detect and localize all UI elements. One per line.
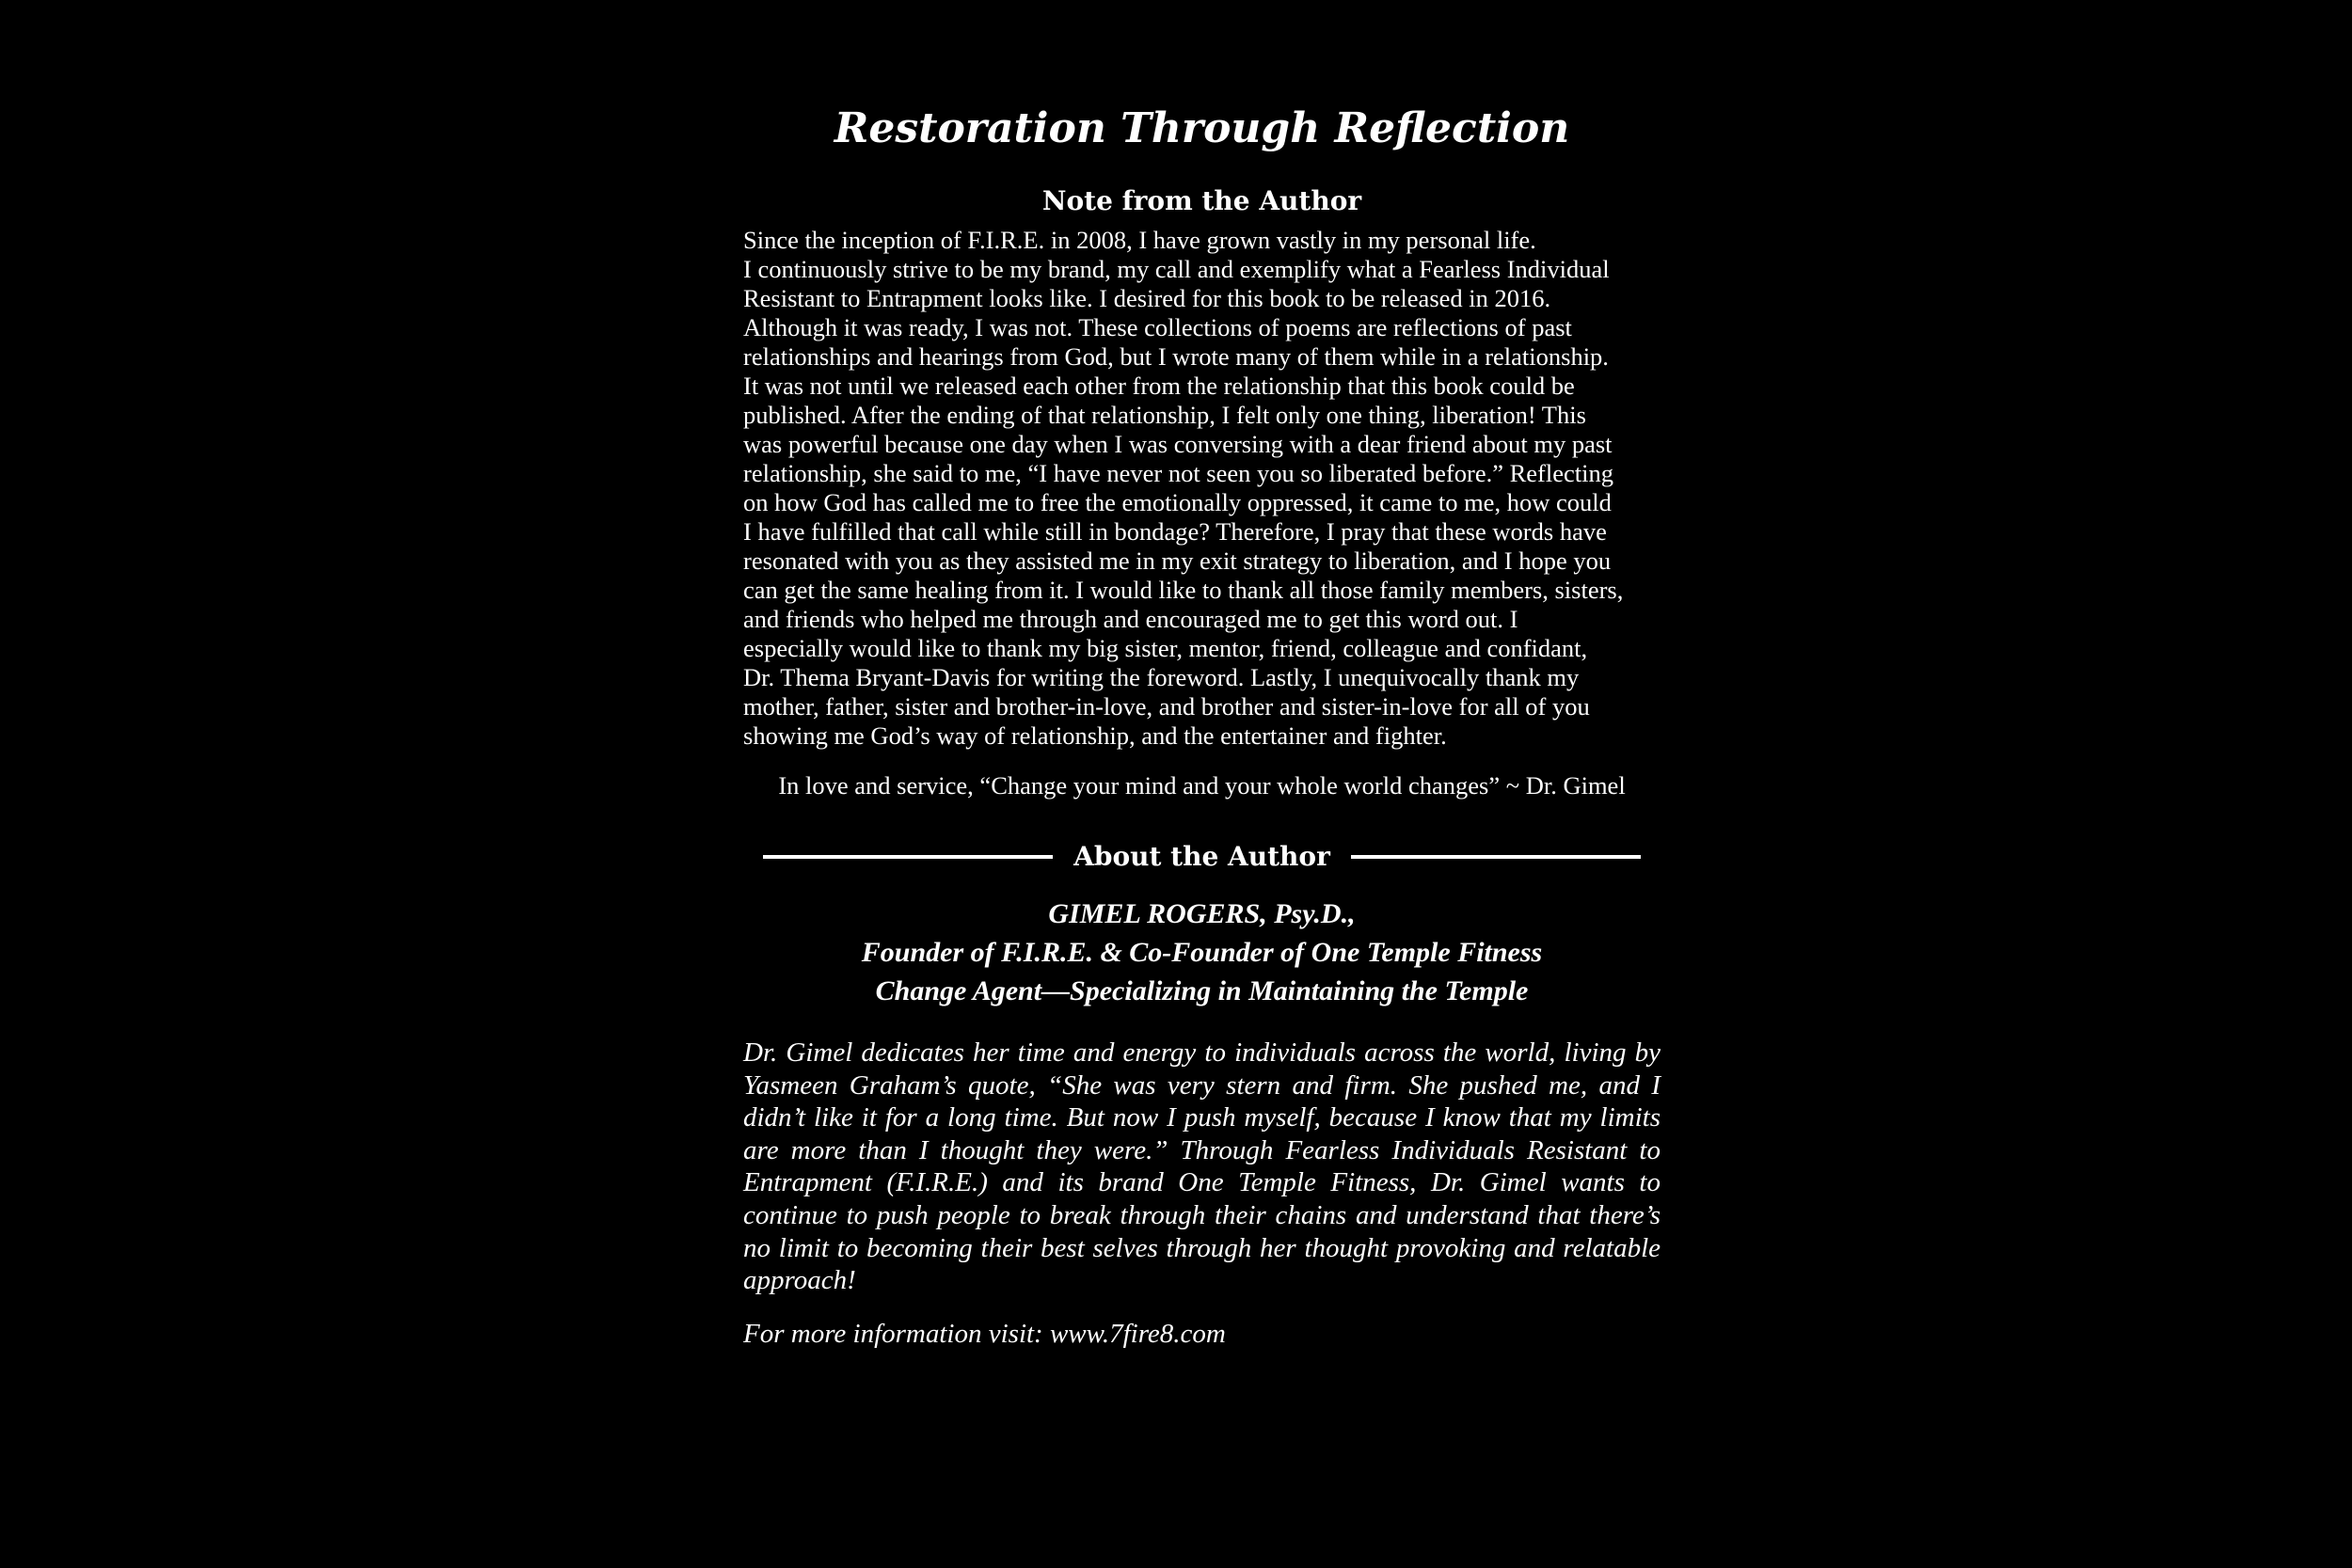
note-body: Since the inception of F.I.R.E. in 2008, I have grown vastly in my personal life. I continuously strive to be my brand, my call and exemplify what a Fearless Individual Resistant to Entrapment looks like. I desired for this book to be released in 2016. Although it was ready, I was not. These collections of poems are reflections of past relationships and hearings from God, but I wrote many of them while in a relationship. It was not until we released each other from the relationship that this book could be published. After the ending of that relationship, I felt only one thing, liberation! This was powerful because one day when I was conversing with a dear friend about my past relationship, she said to me, “I have never not seen you so liberated before.” Reflecting on how God has called me to free the emotionally oppressed, it came to me, how could I have fulfilled that call while still in bondage? Therefore, I pray that these words have resonated with you as they assisted me in my exit strategy to liberation, and I hope you can get the same healing from it. I would like to thank all those family members, sisters, and friends who helped me through and encouraged me to get this word out. I especially would like to thank my big sister, mentor, friend, colleague and confidant, Dr. Thema Bryant-Davis for writing the foreword. Lastly, I unequivocally thank my mother, father, sister and brother-in-love, and brother and sister-in-love for all of you showing me God’s way of relationship, and the entertainer and fighter. bbox=[743, 226, 1624, 750]
author-bio: Dr. Gimel dedicates her time and energy to individuals across the world, living by Yasmeen Graham’s quote, “She was very stern and firm. She pushed me, and I didn’t like it for a long time. But now I push myself, because I know that my limits are more than I thought they were.” Through Fearless Individuals Resistant to Entrapment (F.I.R.E.) and its brand One Temple Fitness, Dr. Gimel wants to continue to push people to break through their chains and understand that there’s no limit to becoming their best selves through her thought provoking and relatable approach! bbox=[743, 1037, 1661, 1296]
book-page bbox=[743, 94, 1661, 1350]
book-title: Restoration Through Reflection bbox=[834, 104, 1570, 152]
note-signoff: In love and service, “Change your mind and your whole world changes” ~ Dr. Gimel bbox=[778, 771, 1626, 800]
about-heading: About the Author bbox=[1073, 841, 1330, 872]
about-heading-row bbox=[743, 838, 1661, 876]
author-credentials bbox=[743, 895, 1661, 1010]
left-divider bbox=[763, 855, 1053, 859]
note-heading: Note from the Author bbox=[1041, 185, 1362, 216]
author-name: GIMEL ROGERS, Psy.D., bbox=[1048, 898, 1356, 929]
right-divider bbox=[1351, 855, 1641, 859]
author-role: Founder of F.I.R.E. & Co-Founder of One Temple Fitness bbox=[861, 937, 1543, 968]
more-info-link: For more information visit: www.7fire8.com bbox=[743, 1318, 1226, 1349]
author-tagline: Change Agent—Specializing in Maintaining the Temple bbox=[875, 975, 1529, 1006]
